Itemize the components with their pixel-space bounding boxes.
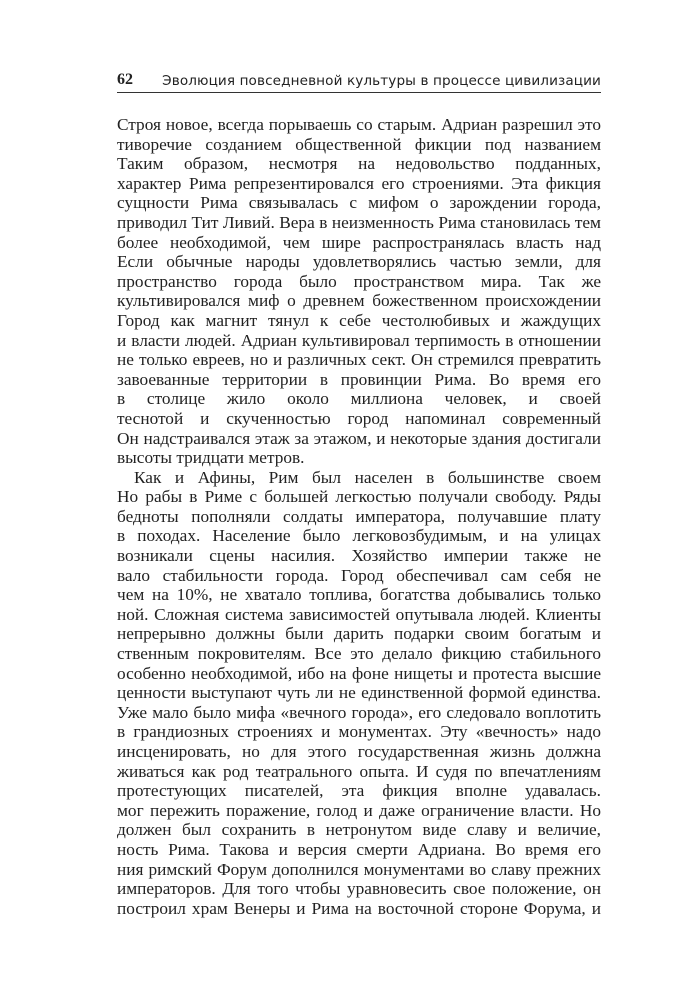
text-line: ность Рима. Такова и версия смерти Адриана. Во время его	[117, 839, 601, 859]
text-line: Строя новое, всегда порываешь со старым. Адриан разрешил это	[117, 115, 601, 134]
text-line: теснотой и скученностью город напоминал современный	[117, 408, 601, 428]
text-line: Таким образом, несмотря на недовольство подданных,	[117, 154, 601, 174]
text-line: высоты тридцати метров.	[117, 448, 305, 468]
text-line: императоров. Для того чтобы уравновесить свое положение, он	[117, 879, 601, 899]
text-line: в грандиозных строениях и монументах. Эту «вечность» надо	[117, 722, 601, 742]
text-line: приводил Тит Ливий. Вера в неизменность Рима становилась тем	[117, 212, 601, 232]
text-line: и власти людей. Адриан культивировал терпимость в отношении	[117, 330, 601, 350]
text-line: протестующих писателей, эта фикция вполне удавалась.	[117, 781, 601, 801]
text-line: Город как магнит тянул к себе честолюбивых и жаждущих	[117, 310, 601, 330]
text-line: должен был сохранить в нетронутом виде славу и величие,	[117, 820, 601, 840]
text-line: бедноты пополняли солдаты императора, получавшие плату	[117, 506, 601, 526]
text-line: ния римский Форум дополнился монументами во славу прежних	[117, 859, 601, 879]
text-line: вало стабильности города. Город обеспечивал сам себя не	[117, 565, 601, 585]
text-line: возникали сцены насилия. Хозяйство империи также не	[117, 546, 601, 566]
text-line: мог пережить поражение, голод и даже ограничение власти. Но	[117, 800, 601, 820]
text-line: ственным покровителям. Все это делало фикцию стабильного	[117, 644, 601, 664]
text-line: ценности выступают чуть ли не единственной формой единства.	[117, 683, 601, 703]
page-number: 62	[117, 71, 133, 88]
page-header	[117, 70, 601, 93]
text-line: особенно необходимой, ибо на фоне нищеты и протеста высшие	[117, 663, 601, 683]
text-line: построил храм Венеры и Рима на восточной стороне Форума, и	[117, 898, 601, 918]
text-line: Если обычные народы удовлетворялись частью земли, для	[117, 252, 601, 272]
text-line: в столице жило около миллиона человек, и своей	[117, 389, 601, 409]
text-line: сущности Рима связывалась с мифом о зарождении города,	[117, 193, 601, 213]
text-line: чем на 10%, не хватало топлива, богатства добывались только	[117, 585, 601, 605]
text-line: непрерывно должны были дарить подарки своим богатым и	[117, 624, 601, 644]
text-line: Как и Афины, Рим был населен в большинстве своем	[134, 467, 601, 487]
text-line: Но рабы в Риме с большей легкостью получали свободу. Ряды	[117, 487, 601, 507]
text-line: Уже мало было мифа «вечного города», его следовало воплотить	[117, 702, 601, 722]
text-line: инсценировать, но для этого государственная жизнь должна	[117, 742, 601, 761]
text-line: пространство города было пространством мира. Так же	[117, 271, 601, 291]
text-line: культивировался миф о древнем божественном происхождении	[117, 291, 601, 311]
running-title: Эволюция повседневной культуры в процессе цивилизации	[162, 73, 601, 89]
text-line: тиворечие созданием общественной фикции под названием	[117, 134, 601, 154]
text-line: не только евреев, но и различных сект. Он стремился превратить	[117, 350, 601, 370]
body-text	[117, 115, 601, 918]
text-line: характер Рима репрезентировался его строениями. Эта фикция	[117, 173, 601, 193]
text-line: живаться как род театрального опыта. И судя по впечатлениям	[117, 761, 601, 781]
text-line: завоеванные территории в провинции Рима. Во время его	[117, 369, 601, 389]
text-line: ной. Сложная система зависимостей опутывала людей. Клиенты	[117, 604, 601, 624]
text-line: Он надстраивался этаж за этажом, и некоторые здания достигали	[117, 428, 601, 448]
text-line: в походах. Население было легковозбудимым, и на улицах	[117, 526, 601, 546]
text-line: более необходимой, чем шире распространялась власть над	[117, 232, 601, 252]
